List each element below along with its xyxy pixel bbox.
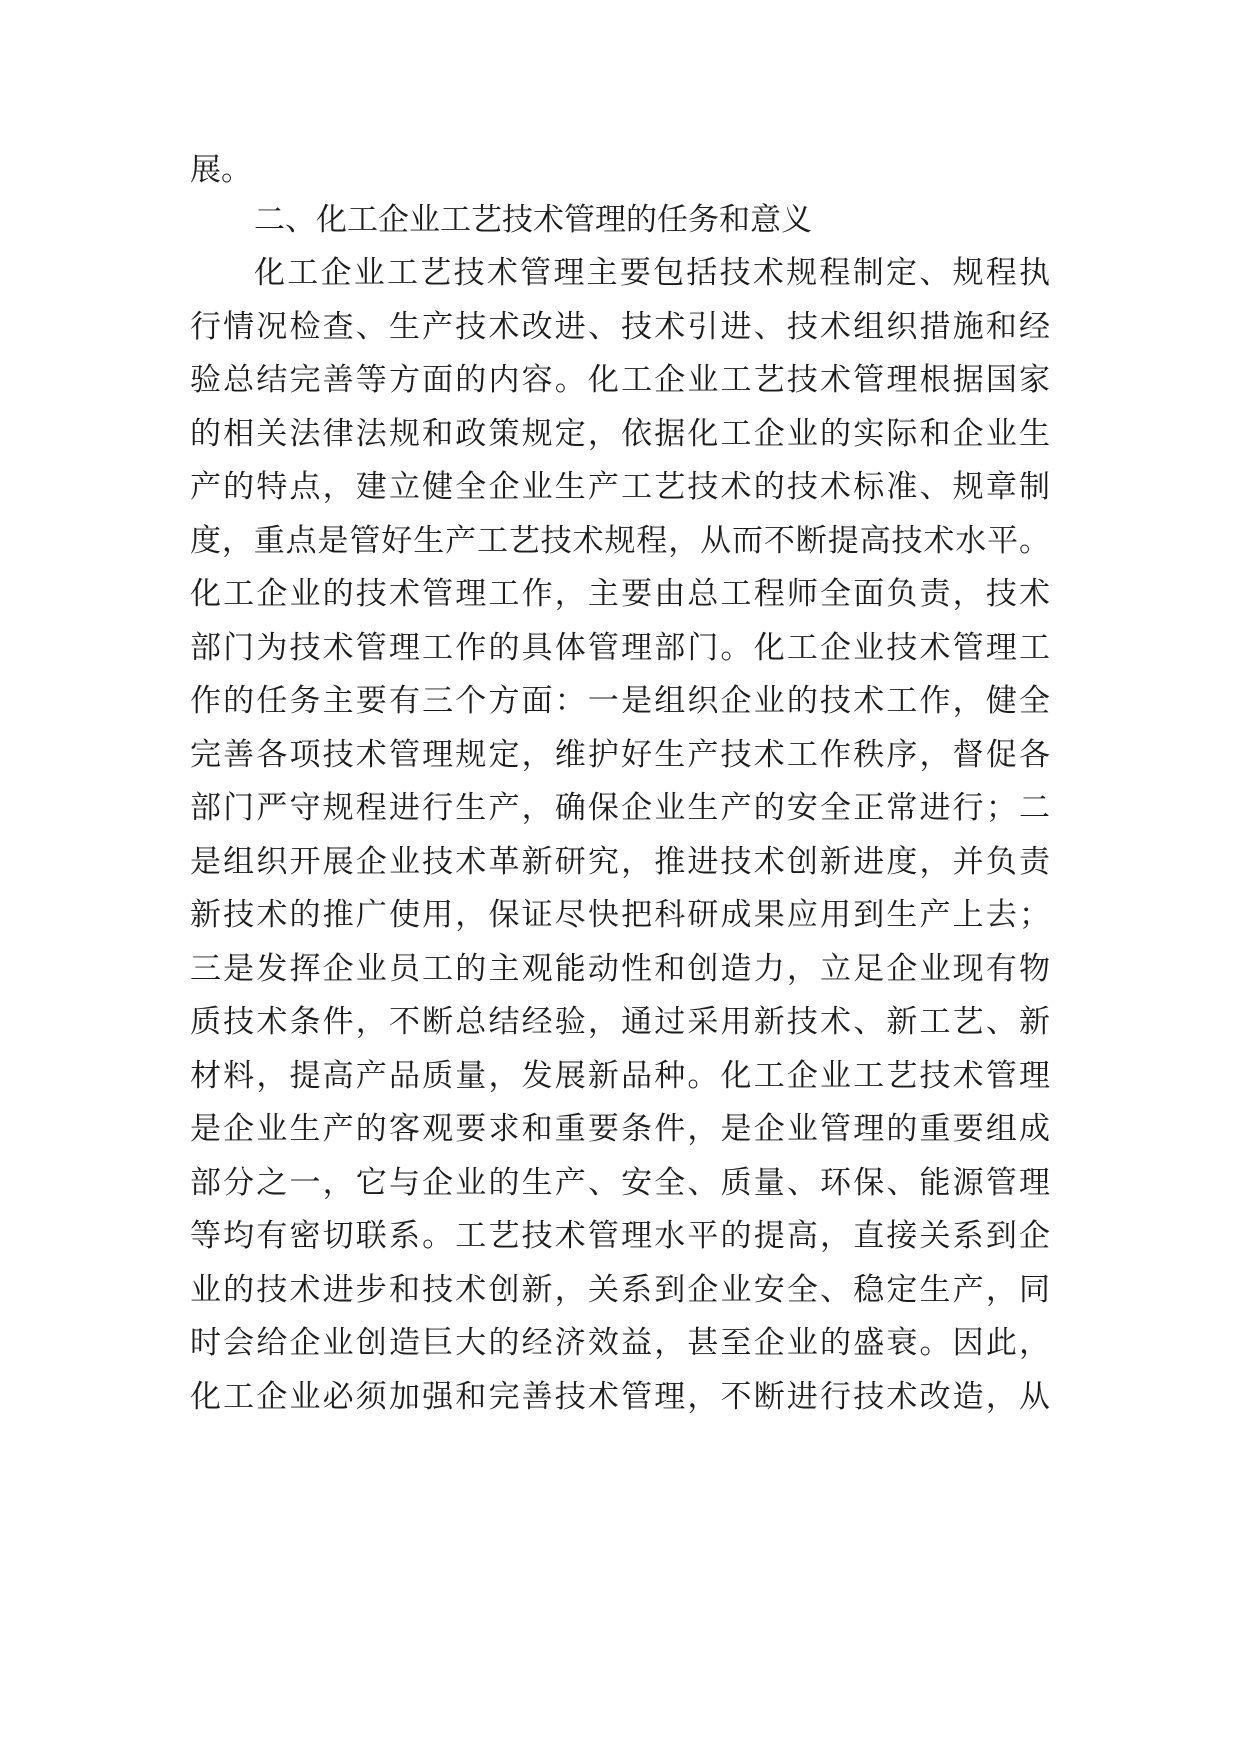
text-line: 新技术的推广使用，保证尽快把科研成果应用到生产上去；	[190, 897, 1050, 933]
text-line: 是企业生产的客观要求和重要条件，是企业管理的重要组成	[190, 1111, 1050, 1147]
text-line: 展。	[190, 152, 252, 188]
text-line: 是组织开展企业技术革新研究，推进技术创新进度，并负责	[190, 844, 1050, 880]
text-line: 度，重点是管好生产工艺技术规程，从而不断提高技术水平。	[190, 523, 1050, 559]
text-line: 行情况检查、生产技术改进、技术引进、技术组织措施和经	[190, 309, 1050, 345]
text-line: 部门为技术管理工作的具体管理部门。化工企业技术管理工	[190, 630, 1050, 666]
text-line: 完善各项技术管理规定，维护好生产技术工作秩序，督促各	[190, 737, 1050, 773]
text-line: 三是发挥企业员工的主观能动性和创造力，立足企业现有物	[190, 951, 1050, 987]
text-line: 质技术条件，不断总结经验，通过采用新技术、新工艺、新	[190, 1004, 1050, 1040]
section-heading: 二、化工企业工艺技术管理的任务和意义	[254, 202, 812, 238]
text-line: 部分之一，它与企业的生产、安全、质量、环保、能源管理	[190, 1165, 1050, 1201]
text-line: 时会给企业创造巨大的经济效益，甚至企业的盛衰。因此，	[190, 1325, 1050, 1361]
text-line: 验总结完善等方面的内容。化工企业工艺技术管理根据国家	[190, 362, 1050, 398]
text-line: 化工企业的技术管理工作，主要由总工程师全面负责，技术	[190, 576, 1050, 612]
text-line: 化工企业必须加强和完善技术管理，不断进行技术改造，从	[190, 1379, 1050, 1415]
text-line: 等均有密切联系。工艺技术管理水平的提高，直接关系到企	[190, 1218, 1050, 1254]
text-line: 化工企业工艺技术管理主要包括技术规程制定、规程执	[254, 255, 1050, 291]
text-line: 部门严守规程进行生产，确保企业生产的安全正常进行；二	[190, 790, 1050, 826]
text-line: 作的任务主要有三个方面：一是组织企业的技术工作，健全	[190, 683, 1050, 719]
text-line: 业的技术进步和技术创新，关系到企业安全、稳定生产，同	[190, 1272, 1050, 1308]
text-line: 的相关法律法规和政策规定，依据化工企业的实际和企业生	[190, 416, 1050, 452]
text-line: 材料，提高产品质量，发展新品种。化工企业工艺技术管理	[190, 1058, 1050, 1094]
text-line: 产的特点，建立健全企业生产工艺技术的技术标准、规章制	[190, 469, 1050, 505]
